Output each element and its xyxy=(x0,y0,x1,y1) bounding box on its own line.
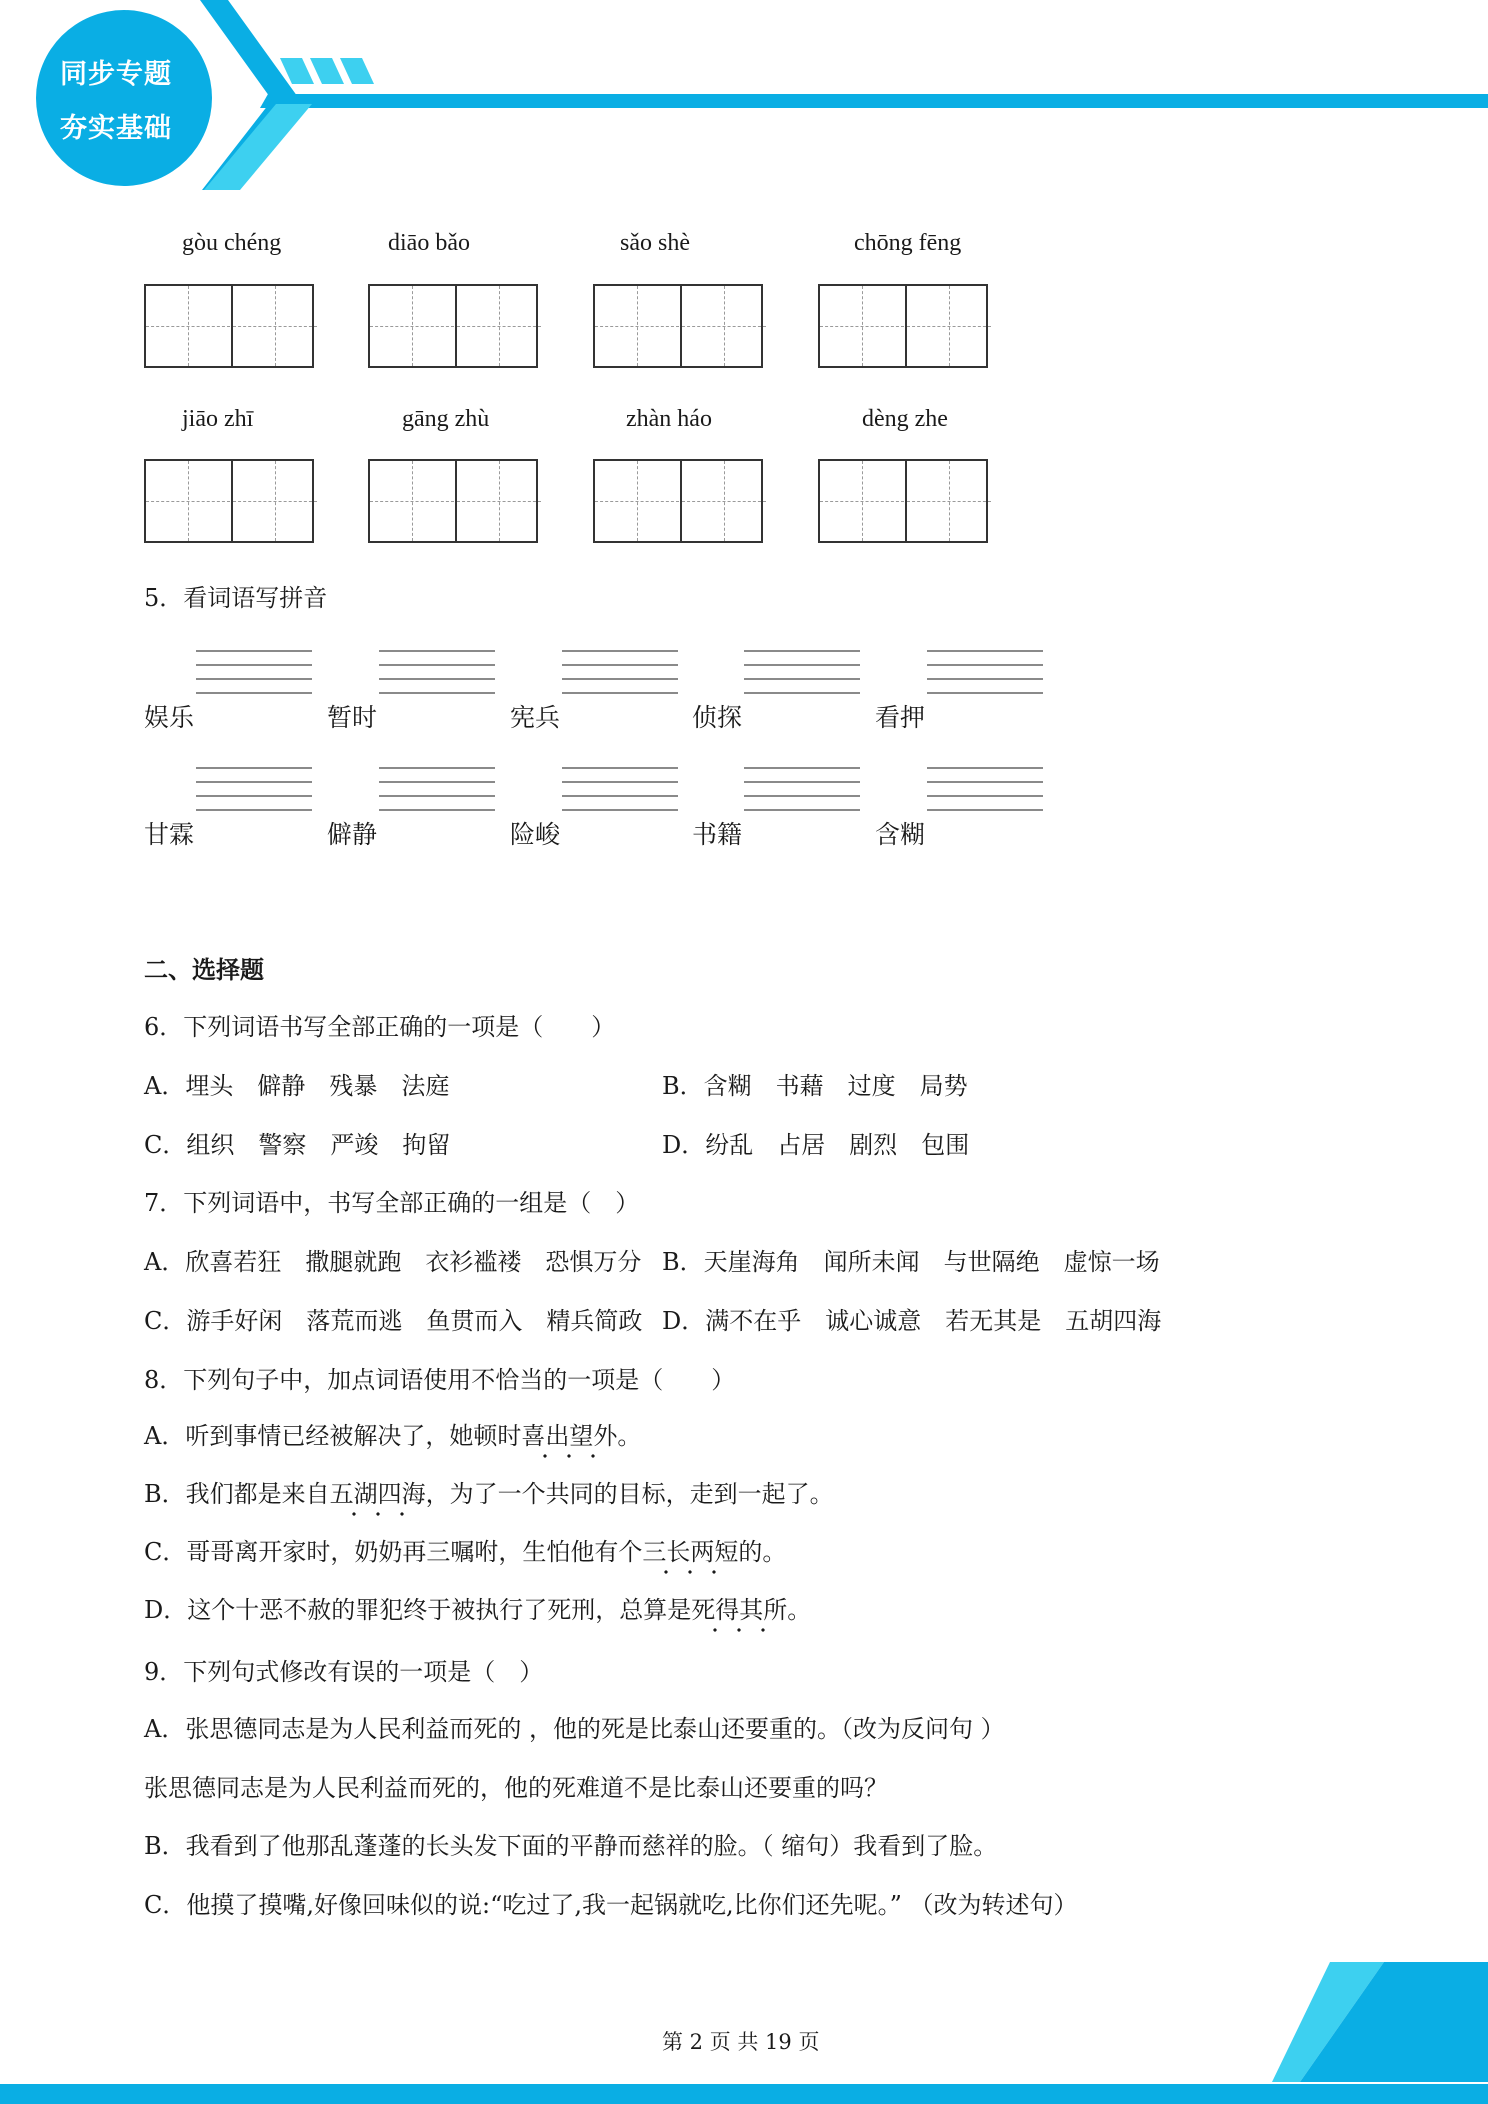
badge-line2: 夯实基础 xyxy=(60,113,172,144)
q7-stem: 7．下列词语中，书写全部正确的一组是（ ） xyxy=(144,1189,640,1217)
option-text: C．哥哥离开家时，奶奶再三嘱咐，生怕他有个 xyxy=(144,1538,643,1566)
q6-option-b[interactable]: B．含糊 书藉 过度 局势 xyxy=(662,1072,968,1100)
word-label: 甘霖 xyxy=(144,820,195,849)
q9-option-c[interactable]: C．他摸了摸嘴,好像回味似的说:“吃过了,我一起锅就吃,比你们还先呢。” （改为转述句） xyxy=(144,1891,1078,1919)
dotted-word: 五湖四海 xyxy=(329,1480,426,1508)
q8-option-c[interactable] xyxy=(144,1532,786,1567)
pinyin-writing-lines[interactable] xyxy=(927,767,1043,809)
pinyin-writing-lines[interactable] xyxy=(196,767,312,809)
q8-option-d[interactable] xyxy=(144,1590,811,1625)
option-text: A．听到事情已经被解决了，她顿时 xyxy=(144,1422,522,1450)
pinyin-label: diāo bǎo xyxy=(388,230,470,256)
writing-grid[interactable] xyxy=(593,284,763,368)
word-label: 娱乐 xyxy=(144,703,195,732)
pinyin-label: gòu chéng xyxy=(182,230,282,256)
badge-line1: 同步专题 xyxy=(60,59,172,90)
writing-grid[interactable] xyxy=(593,459,763,543)
q6-option-c[interactable]: C．组织 警察 严竣 拘留 xyxy=(144,1131,451,1159)
q6-stem: 6．下列词语书写全部正确的一项是（ ） xyxy=(144,1013,616,1041)
writing-grid[interactable] xyxy=(818,284,988,368)
q9-option-a-answer: 张思德同志是为人民利益而死的，他的死难道不是比泰山还要重的吗？ xyxy=(144,1774,888,1802)
pinyin-writing-lines[interactable] xyxy=(379,650,495,692)
pinyin-label: zhàn háo xyxy=(626,406,712,432)
pinyin-writing-lines[interactable] xyxy=(379,767,495,809)
dotted-word: 喜出望外 xyxy=(521,1422,618,1450)
section-title: 二、选择题 xyxy=(144,956,264,984)
option-text: B．我们都是来自 xyxy=(144,1480,330,1508)
q6-option-a[interactable]: A．埋头 僻静 残暴 法庭 xyxy=(144,1072,450,1100)
word-label: 暂时 xyxy=(327,703,378,732)
option-text: 。 xyxy=(787,1596,812,1624)
word-label: 宪兵 xyxy=(510,703,561,732)
pinyin-label: chōng fēng xyxy=(854,230,962,256)
q8-stem: 8．下列句子中，加点词语使用不恰当的一项是（ ） xyxy=(144,1366,736,1394)
word-label: 含糊 xyxy=(875,820,926,849)
q9-option-a[interactable]: A．张思德同志是为人民利益而死的 ，他的死是比泰山还要重的。（改为反问句 ） xyxy=(144,1715,1005,1743)
q7-option-a[interactable]: A．欣喜若狂 撒腿就跑 衣衫褴褛 恐惧万分 xyxy=(144,1248,642,1276)
pinyin-writing-lines[interactable] xyxy=(744,767,860,809)
pinyin-writing-lines[interactable] xyxy=(196,650,312,692)
dotted-word: 三长两短 xyxy=(642,1538,739,1566)
q7-option-c[interactable]: C．游手好闲 落荒而逃 鱼贯而入 精兵简政 xyxy=(144,1307,643,1335)
word-label: 看押 xyxy=(875,703,926,732)
writing-grid[interactable] xyxy=(368,284,538,368)
q9-option-b[interactable]: B．我看到了他那乱蓬蓬的长头发下面的平静而慈祥的脸。（ 缩句）我看到了脸。 xyxy=(144,1832,998,1860)
word-label: 险峻 xyxy=(510,820,561,849)
pinyin-writing-lines[interactable] xyxy=(744,650,860,692)
pinyin-writing-lines[interactable] xyxy=(562,767,678,809)
q9-stem: 9．下列句式修改有误的一项是（ ） xyxy=(144,1658,544,1686)
writing-grid[interactable] xyxy=(818,459,988,543)
q5-title: 5．看词语写拼音 xyxy=(144,584,328,612)
pinyin-label: gāng zhù xyxy=(402,406,490,432)
word-label: 僻静 xyxy=(327,820,378,849)
option-text: 。 xyxy=(617,1422,642,1450)
option-text: 的。 xyxy=(738,1538,787,1566)
pinyin-label: jiāo zhī xyxy=(182,406,254,432)
word-label: 侦探 xyxy=(692,703,743,732)
word-label: 书籍 xyxy=(692,820,743,849)
option-text: D．这个十恶不赦的罪犯终于被执行了死刑，总算是 xyxy=(144,1596,692,1624)
dotted-word: 死得其所 xyxy=(691,1596,788,1624)
page-number: 第 2 页 共 19 页 xyxy=(662,2030,820,2054)
option-text: ，为了一个共同的目标，走到一起了。 xyxy=(425,1480,834,1508)
writing-grid[interactable] xyxy=(368,459,538,543)
q6-option-d[interactable]: D．纷乱 占居 剧烈 包围 xyxy=(662,1131,970,1159)
q7-option-b[interactable]: B．天崖海角 闻所未闻 与世隔绝 虚惊一场 xyxy=(662,1248,1160,1276)
pinyin-label: dèng zhe xyxy=(862,406,948,432)
pinyin-writing-lines[interactable] xyxy=(927,650,1043,692)
writing-grid[interactable] xyxy=(144,459,314,543)
q8-option-a[interactable] xyxy=(144,1416,641,1451)
pinyin-label: sǎo shè xyxy=(620,230,690,256)
writing-grid[interactable] xyxy=(144,284,314,368)
q7-option-d[interactable]: D．满不在乎 诚心诚意 若无其是 五胡四海 xyxy=(662,1307,1162,1335)
pinyin-writing-lines[interactable] xyxy=(562,650,678,692)
q8-option-b[interactable] xyxy=(144,1474,834,1509)
header-decoration xyxy=(0,0,1488,200)
